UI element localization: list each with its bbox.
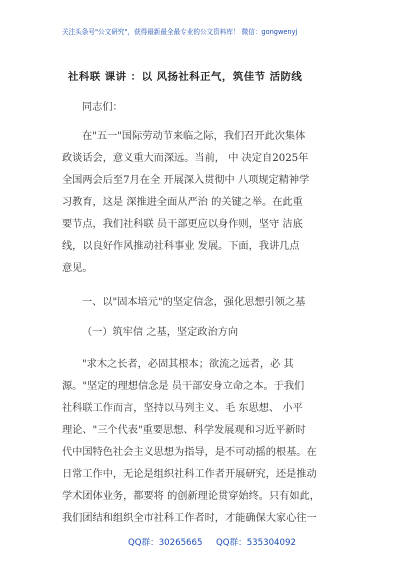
- footer-qq-group-1: QQ群：30265665: [128, 538, 203, 548]
- paragraph-line: 学术团体业务，都要将 的创新理论贯穿始终。只有如此，: [62, 491, 320, 502]
- header-banner: 关注头条号"公文研究"，获得最新最全最专业的公文资料库！ 微信：gongwenyj: [62, 28, 298, 36]
- paragraph-line: 在"五一"国际劳动节来临之际，我们召开此次集体: [82, 131, 306, 142]
- paragraph-line: 要节点，我们社科联 员干部更应以身作则，坚守 洁底: [62, 219, 303, 230]
- paragraph-line: 日常工作中，无论是组织社科工作者开展研究，还是推动: [62, 469, 317, 480]
- greeting: 同志们：: [82, 102, 123, 113]
- paragraph-line: 我们团结和组织全市社科工作者时，才能确保大家心往一: [62, 513, 317, 524]
- paragraph-line: 意见。: [62, 263, 93, 274]
- paragraph-line: 社科联工作而言，坚持以马列主义、毛 东思想、 小平: [62, 403, 303, 414]
- paragraph-line: "求木之长者，必固其根本；欲流之远者，必 其: [82, 359, 294, 370]
- document-title: 社科联 课讲 ：以 风扬社科正气，筑佳节 活防线: [68, 71, 303, 83]
- section-heading: 一、以"固本培元"的坚定信念，强化思想引领之基: [82, 297, 306, 308]
- paragraph-line: 代中国特色社会主义思想为指导，是不可动摇的根基。在: [62, 447, 317, 458]
- paragraph-line: 理论、"三个代表"重要思想、科学发展观和习近平新时: [62, 425, 306, 436]
- paragraph-line: 习教育，这是 深推进全面从严治 的关键之举。在此重: [62, 197, 303, 208]
- footer-qq-group-2: QQ群：535304092: [216, 538, 296, 548]
- paragraph-line: 源。"坚定的理想信念是 员干部安身立命之本。于我们: [62, 381, 305, 392]
- subsection-heading: （一）筑牢信 之基，坚定政治方向: [82, 327, 239, 338]
- paragraph-line: 全国两会后至7月在全 开展深入贯彻中 八项规定精神学: [62, 175, 310, 186]
- paragraph-line: 线，以良好作风推动社科事业 发展。下面，我讲几点: [62, 241, 300, 252]
- paragraph-line: 政谈话会，意义重大而深远。当前， 中 决定自2025年: [62, 153, 309, 164]
